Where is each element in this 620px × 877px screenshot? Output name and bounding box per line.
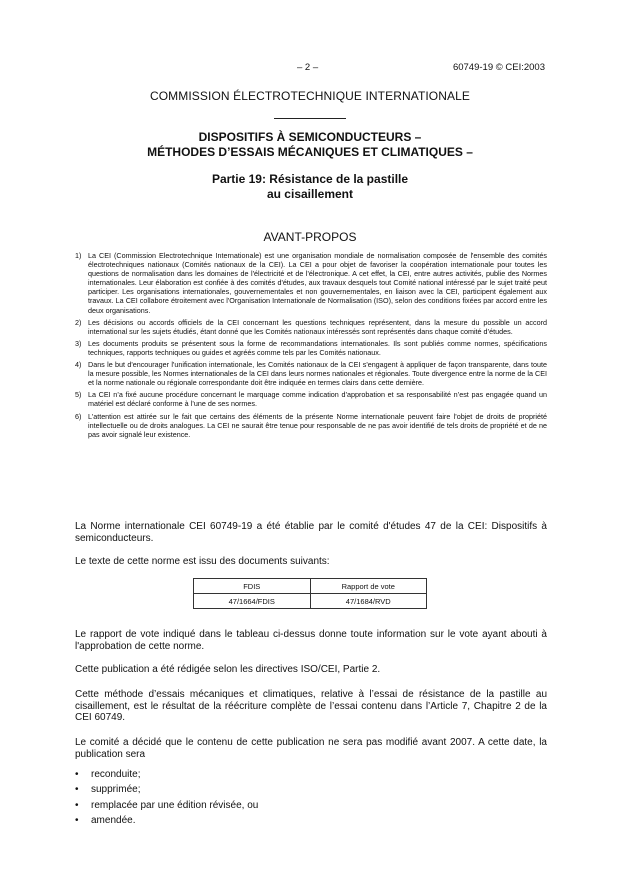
list-item: [75, 767, 547, 782]
document-reference: 60749-19 © CEI:2003: [452, 62, 545, 73]
table-cell-rvd: 47/1684/RVD: [310, 594, 427, 609]
committee-paragraph: Le comité a décidé que le contenu de cette publication ne sera pas modifié avant 2007. A cette date, la publication sera: [75, 737, 547, 760]
item-number: 3): [75, 338, 82, 348]
bullet-symbol: •: [75, 769, 79, 780]
bullet-text: remplacée par une édition révisée, ou: [91, 799, 259, 811]
foreword-item: [75, 412, 547, 439]
item-number: 6): [75, 411, 82, 421]
method-paragraph: Cette méthode d’essais mécaniques et climatiques, relative à l’essai de résistance de la pastille au cisaillement, est le résultat de la réécriture complète de l’essai contenu dans l’Article 7, Chapitre 2 de la CEI 60749.: [75, 689, 547, 723]
bullet-text: reconduite;: [91, 769, 141, 780]
vote-table: [193, 578, 427, 609]
item-text: Dans le but d'encourager l'unification internationale, les Comités nationaux de la CEI s'engagent à appliquer de façon transparente, dans toute la mesure possible, les Normes internationales de la CEI dans leurs normes nationales et régionales. Toute divergence entre la norme de la CEI et la norme nationale ou régionale correspondante doit être indiquée en termes clairs dans cette dernière.: [88, 360, 547, 388]
item-text: La CEI n’a fixé aucune procédure concernant le marquage comme indication d’approbation et sa responsabilité n’est pas engagée quand un matériel est déclaré conforme à l’une de ses normes.: [88, 390, 547, 409]
item-text: Les décisions ou accords officiels de la CEI concernant les questions techniques représentent, dans la mesure du possible un accord international sur les sujets étudiés, étant donné que les Comités nationaux intéressés sont représentés dans chaque comité d’études.: [88, 317, 547, 336]
table-row: [194, 594, 427, 609]
table-header-fdis: FDIS: [194, 579, 311, 594]
bullet-symbol: •: [75, 814, 79, 826]
bullet-symbol: •: [75, 799, 79, 811]
directives-paragraph: Cette publication a été rédigée selon les directives ISO/CEI, Partie 2.: [75, 664, 381, 675]
item-text: L’attention est attirée sur le fait que certains des éléments de la présente Norme internationale peuvent faire l’objet de droits de propriété intellectuelle ou de droits analogues. La CEI ne saurait être tenue pour responsable de ne pas avoir identifié de tels droits de propriété et de ne pas avoir signalé leur existence.: [88, 411, 547, 439]
item-number: 1): [75, 251, 82, 260]
established-paragraph: La Norme internationale CEI 60749-19 a été établie par le comité d'études 47 de la CEI: Dispositifs à semiconducteurs.: [75, 521, 547, 544]
foreword-item: [75, 251, 547, 315]
list-item: [75, 782, 547, 797]
text-source-paragraph: Le texte de cette norme est issu des documents suivants:: [75, 556, 330, 567]
page-number: – 2 –: [297, 62, 319, 73]
table-cell-fdis: 47/1664/FDIS: [194, 594, 311, 609]
bullet-text: amendée.: [91, 814, 136, 826]
page-header: [75, 62, 545, 76]
table-header-vote-report: Rapport de vote: [310, 579, 427, 594]
item-text: Les documents produits se présentent sous la forme de recommandations internationales. Ils sont publiés comme normes, spécifications techniques, rapports techniques ou guides et agréés comme tels par les Comités nationaux.: [88, 338, 547, 357]
foreword-list: [75, 251, 547, 442]
item-number: 2): [75, 317, 82, 327]
item-number: 4): [75, 360, 82, 370]
bullet-text: supprimée;: [91, 784, 141, 796]
part-title: [0, 172, 620, 202]
foreword-item: [75, 360, 547, 387]
foreword-item: [75, 339, 547, 357]
part-title-line-2: au cisaillement: [266, 187, 354, 201]
title-divider: [274, 118, 346, 119]
vote-report-paragraph: Le rapport de vote indiqué dans le tableau ci-dessus donne toute information sur le vote ayant abouti à l'approbation de cette norme.: [75, 629, 547, 652]
title-line-1: DISPOSITIFS À SEMICONDUCTEURS –: [198, 130, 422, 144]
foreword-item: [75, 318, 547, 336]
list-item: [75, 798, 547, 813]
foreword-item: [75, 390, 547, 408]
bullet-list: [75, 767, 547, 828]
title-line-2: MÉTHODES D’ESSAIS MÉCANIQUES ET CLIMATIQUES –: [147, 145, 473, 159]
item-number: 5): [75, 390, 82, 400]
part-title-line-1: Partie 19: Résistance de la pastille: [211, 172, 409, 186]
document-title: [0, 130, 620, 160]
item-text: La CEI (Commission Electrotechnique Internationale) est une organisation mondiale de normalisation composée de l'ensemble des comités électrotechniques nationaux (Comités nationaux de la CEI). La CEI a pour objet de favoriser la coopération internationale pour toutes les questions de normalisation dans les domaines de l'électricité et de l'électronique. A cet effet, la CEI, entre autres activités, publie des Normes internationales. Leur élaboration est confiée à des comités d'études, aux travaux desquels tout Comité national intéressé par le sujet traité peut participer. Les organisations internationales, gouvernementales et non gouvernementales, en liaison avec la CEI, participent également aux travaux. La CEI collabore étroitement avec l'Organisation Internationale de Normalisation (ISO), selon des conditions fixées par accord entre les deux organisations.: [88, 251, 547, 315]
organization-name: COMMISSION ÉLECTROTECHNIQUE INTERNATIONALE: [149, 89, 470, 103]
table-header-row: [194, 579, 427, 594]
bullet-symbol: •: [75, 784, 79, 796]
list-item: [75, 813, 547, 828]
foreword-heading: AVANT-PROPOS: [263, 230, 357, 244]
